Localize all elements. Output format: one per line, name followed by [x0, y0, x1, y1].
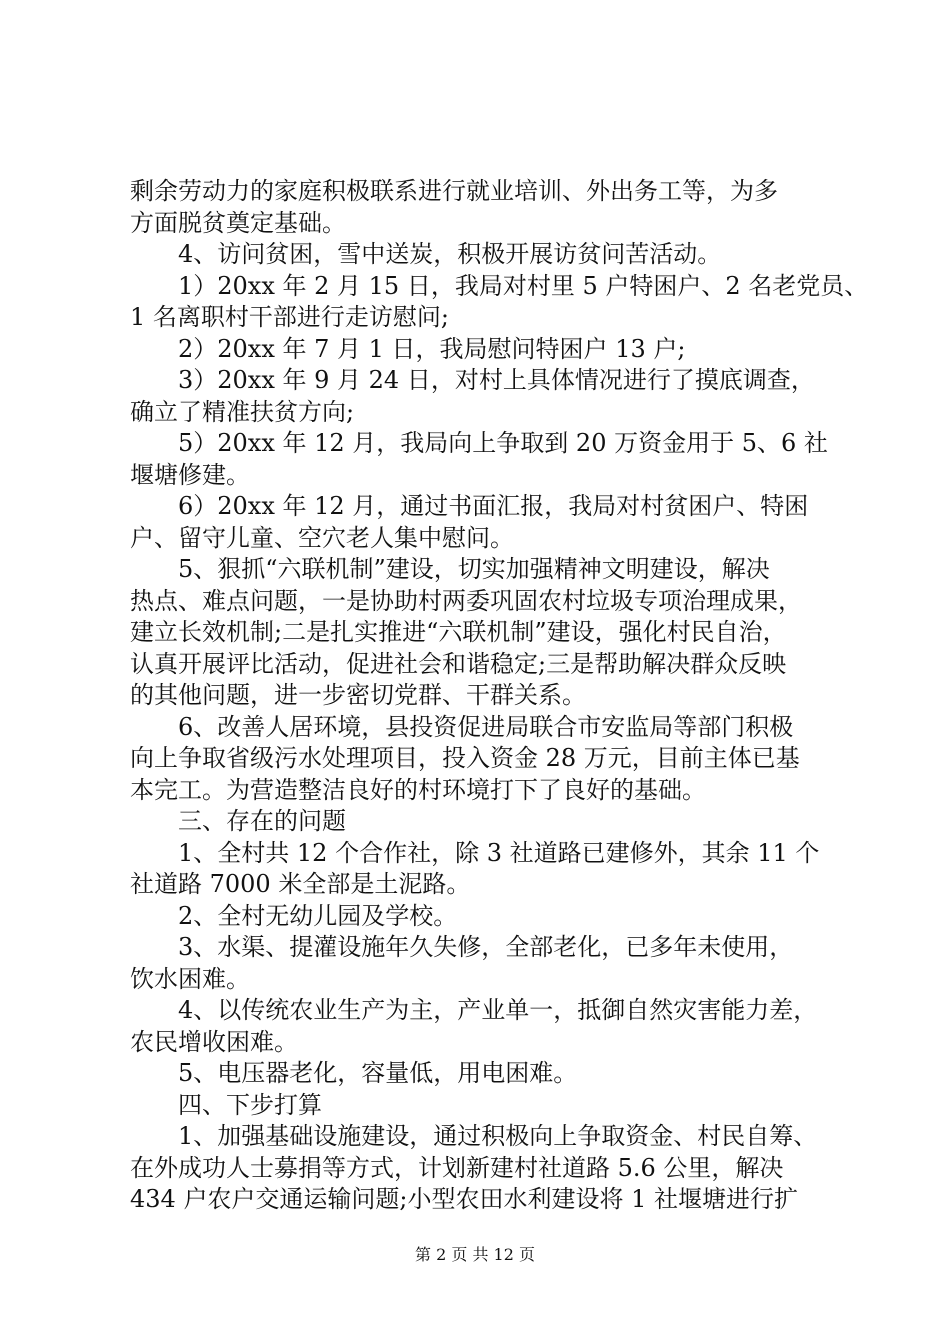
text-line: 3、水渠、提灌设施年久失修，全部老化，已多年未使用，: [178, 933, 794, 961]
text-line: 1、加强基础设施建设，通过积极向上争取资金、村民自筹、: [178, 1122, 818, 1150]
text-line: 2）20xx 年 7 月 1 日，我局慰问特困户 13 户;: [178, 334, 686, 363]
text-line: 认真开展评比活动，促进社会和谐稳定;三是帮助解决群众反映: [130, 649, 787, 678]
text-line: 方面脱贫奠定基础。: [130, 208, 346, 237]
text-line: 剩余劳动力的家庭积极联系进行就业培训、外出务工等，为多: [130, 177, 778, 205]
text-line: 5、狠抓“六联机制”建设，切实加强精神文明建设，解决: [178, 555, 770, 583]
text-line: 四、下步打算: [178, 1090, 322, 1119]
text-line: 6、改善人居环境，县投资促进局联合市安监局等部门积极: [178, 712, 794, 741]
text-line: 向上争取省级污水处理项目，投入资金 28 万元，目前主体已基: [130, 744, 800, 772]
document-body: [130, 176, 869, 1216]
text-line: 在外成功人士募捐等方式，计划新建村社道路 5.6 公里，解决: [130, 1153, 784, 1182]
text-line: 确立了精准扶贫方向;: [130, 397, 355, 426]
text-line: 3）20xx 年 9 月 24 日，对村上具体情况进行了摸底调查，: [178, 366, 815, 394]
text-line: 4、以传统农业生产为主，产业单一，抵御自然灾害能力差，: [178, 996, 818, 1024]
text-line: 热点、难点问题，一是协助村两委巩固农村垃圾专项治理成果，: [130, 586, 802, 615]
page-footer: 第 2 页 共 12 页: [415, 1245, 535, 1264]
text-line: 1）20xx 年 2 月 15 日，我局对村里 5 户特困户、2 名老党员、: [178, 271, 869, 300]
text-line: 1、全村共 12 个合作社，除 3 社道路已建修外，其余 11 个: [178, 838, 820, 867]
text-line: 的其他问题，进一步密切党群、干群关系。: [130, 681, 586, 709]
text-line: 农民增收困难。: [130, 1027, 298, 1056]
text-line: 堰塘修建。: [130, 460, 250, 489]
text-line: 饮水困难。: [130, 964, 250, 993]
text-line: 户、留守儿童、空穴老人集中慰问。: [130, 523, 514, 552]
text-line: 5）20xx 年 12 月，我局向上争取到 20 万资金用于 5、6 社: [178, 429, 828, 457]
text-line: 建立长效机制;二是扎实推进“六联机制”建设，强化村民自治，: [130, 618, 787, 646]
text-line: 社道路 7000 米全部是土泥路。: [130, 870, 471, 898]
text-line: 5、电压器老化，容量低，用电困难。: [178, 1059, 578, 1087]
text-line: 三、存在的问题: [178, 807, 346, 835]
text-line: 2、全村无幼儿园及学校。: [178, 901, 458, 930]
text-line: 6）20xx 年 12 月，通过书面汇报，我局对村贫困户、特困: [178, 492, 809, 520]
text-line: 本完工。为营造整洁良好的村环境打下了良好的基础。: [130, 775, 706, 804]
text-line: 4、访问贫困，雪中送炭，积极开展访贫问苦活动。: [178, 240, 722, 268]
text-line: 1 名离职村干部进行走访慰问;: [130, 303, 449, 331]
text-line: 434 户农户交通运输问题;小型农田水利建设将 1 社堰塘进行扩: [130, 1185, 799, 1213]
